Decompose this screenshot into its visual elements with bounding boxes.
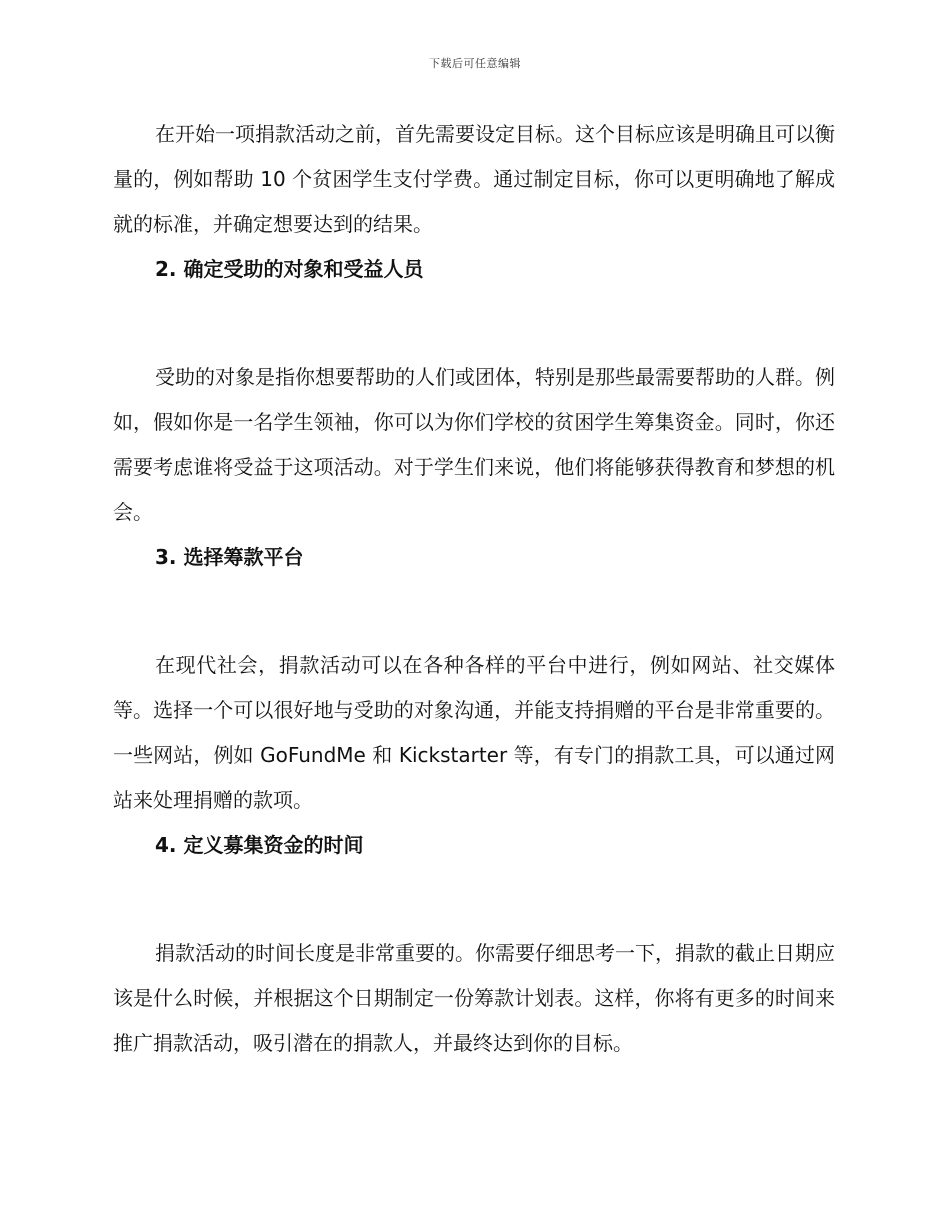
document-content (113, 112, 835, 1066)
spacer (113, 292, 835, 355)
paragraph-timeline: 捐款活动的时间长度是非常重要的。你需要仔细思考一下，捐款的截止日期应该是什么时候，并根据这个日期制定一份筹款计划表。这样，你将有更多的时间来推广捐款活动，吸引潜在的捐款人，并最终达到你的目标。 (113, 941, 835, 1055)
heading-platform: 3. 选择筹款平台 (155, 545, 304, 569)
paragraph-platform: 在现代社会，捐款活动可以在各种各样的平台中进行，例如网站、社交媒体等。选择一个可以很好地与受助的对象沟通，并能支持捐赠的平台是非常重要的。一些网站，例如 GoFundMe 和 Kickstarter 等，有专门的捐款工具，可以通过网站来处理捐赠的款项。 (113, 653, 835, 812)
heading-timeline: 4. 定义募集资金的时间 (155, 833, 364, 857)
header-note: 下载后可任意编辑 (429, 57, 521, 70)
paragraph-goal: 在开始一项捐款活动之前，首先需要设定目标。这个目标应该是明确且可以衡量的，例如帮助 10 个贫困学生支付学费。通过制定目标，你可以更明确地了解成就的标准，并确定想要达到的结果。 (113, 122, 835, 236)
spacer (113, 868, 835, 931)
heading-recipients: 2. 确定受助的对象和受益人员 (155, 257, 424, 281)
paragraph-recipients: 受助的对象是指你想要帮助的人们或团体，特别是那些最需要帮助的人群。例如，假如你是一名学生领袖，你可以为你们学校的贫困学生筹集资金。同时，你还需要考虑谁将受益于这项活动。对于学生们来说，他们将能够获得教育和梦想的机会。 (113, 365, 835, 524)
spacer (113, 580, 835, 643)
